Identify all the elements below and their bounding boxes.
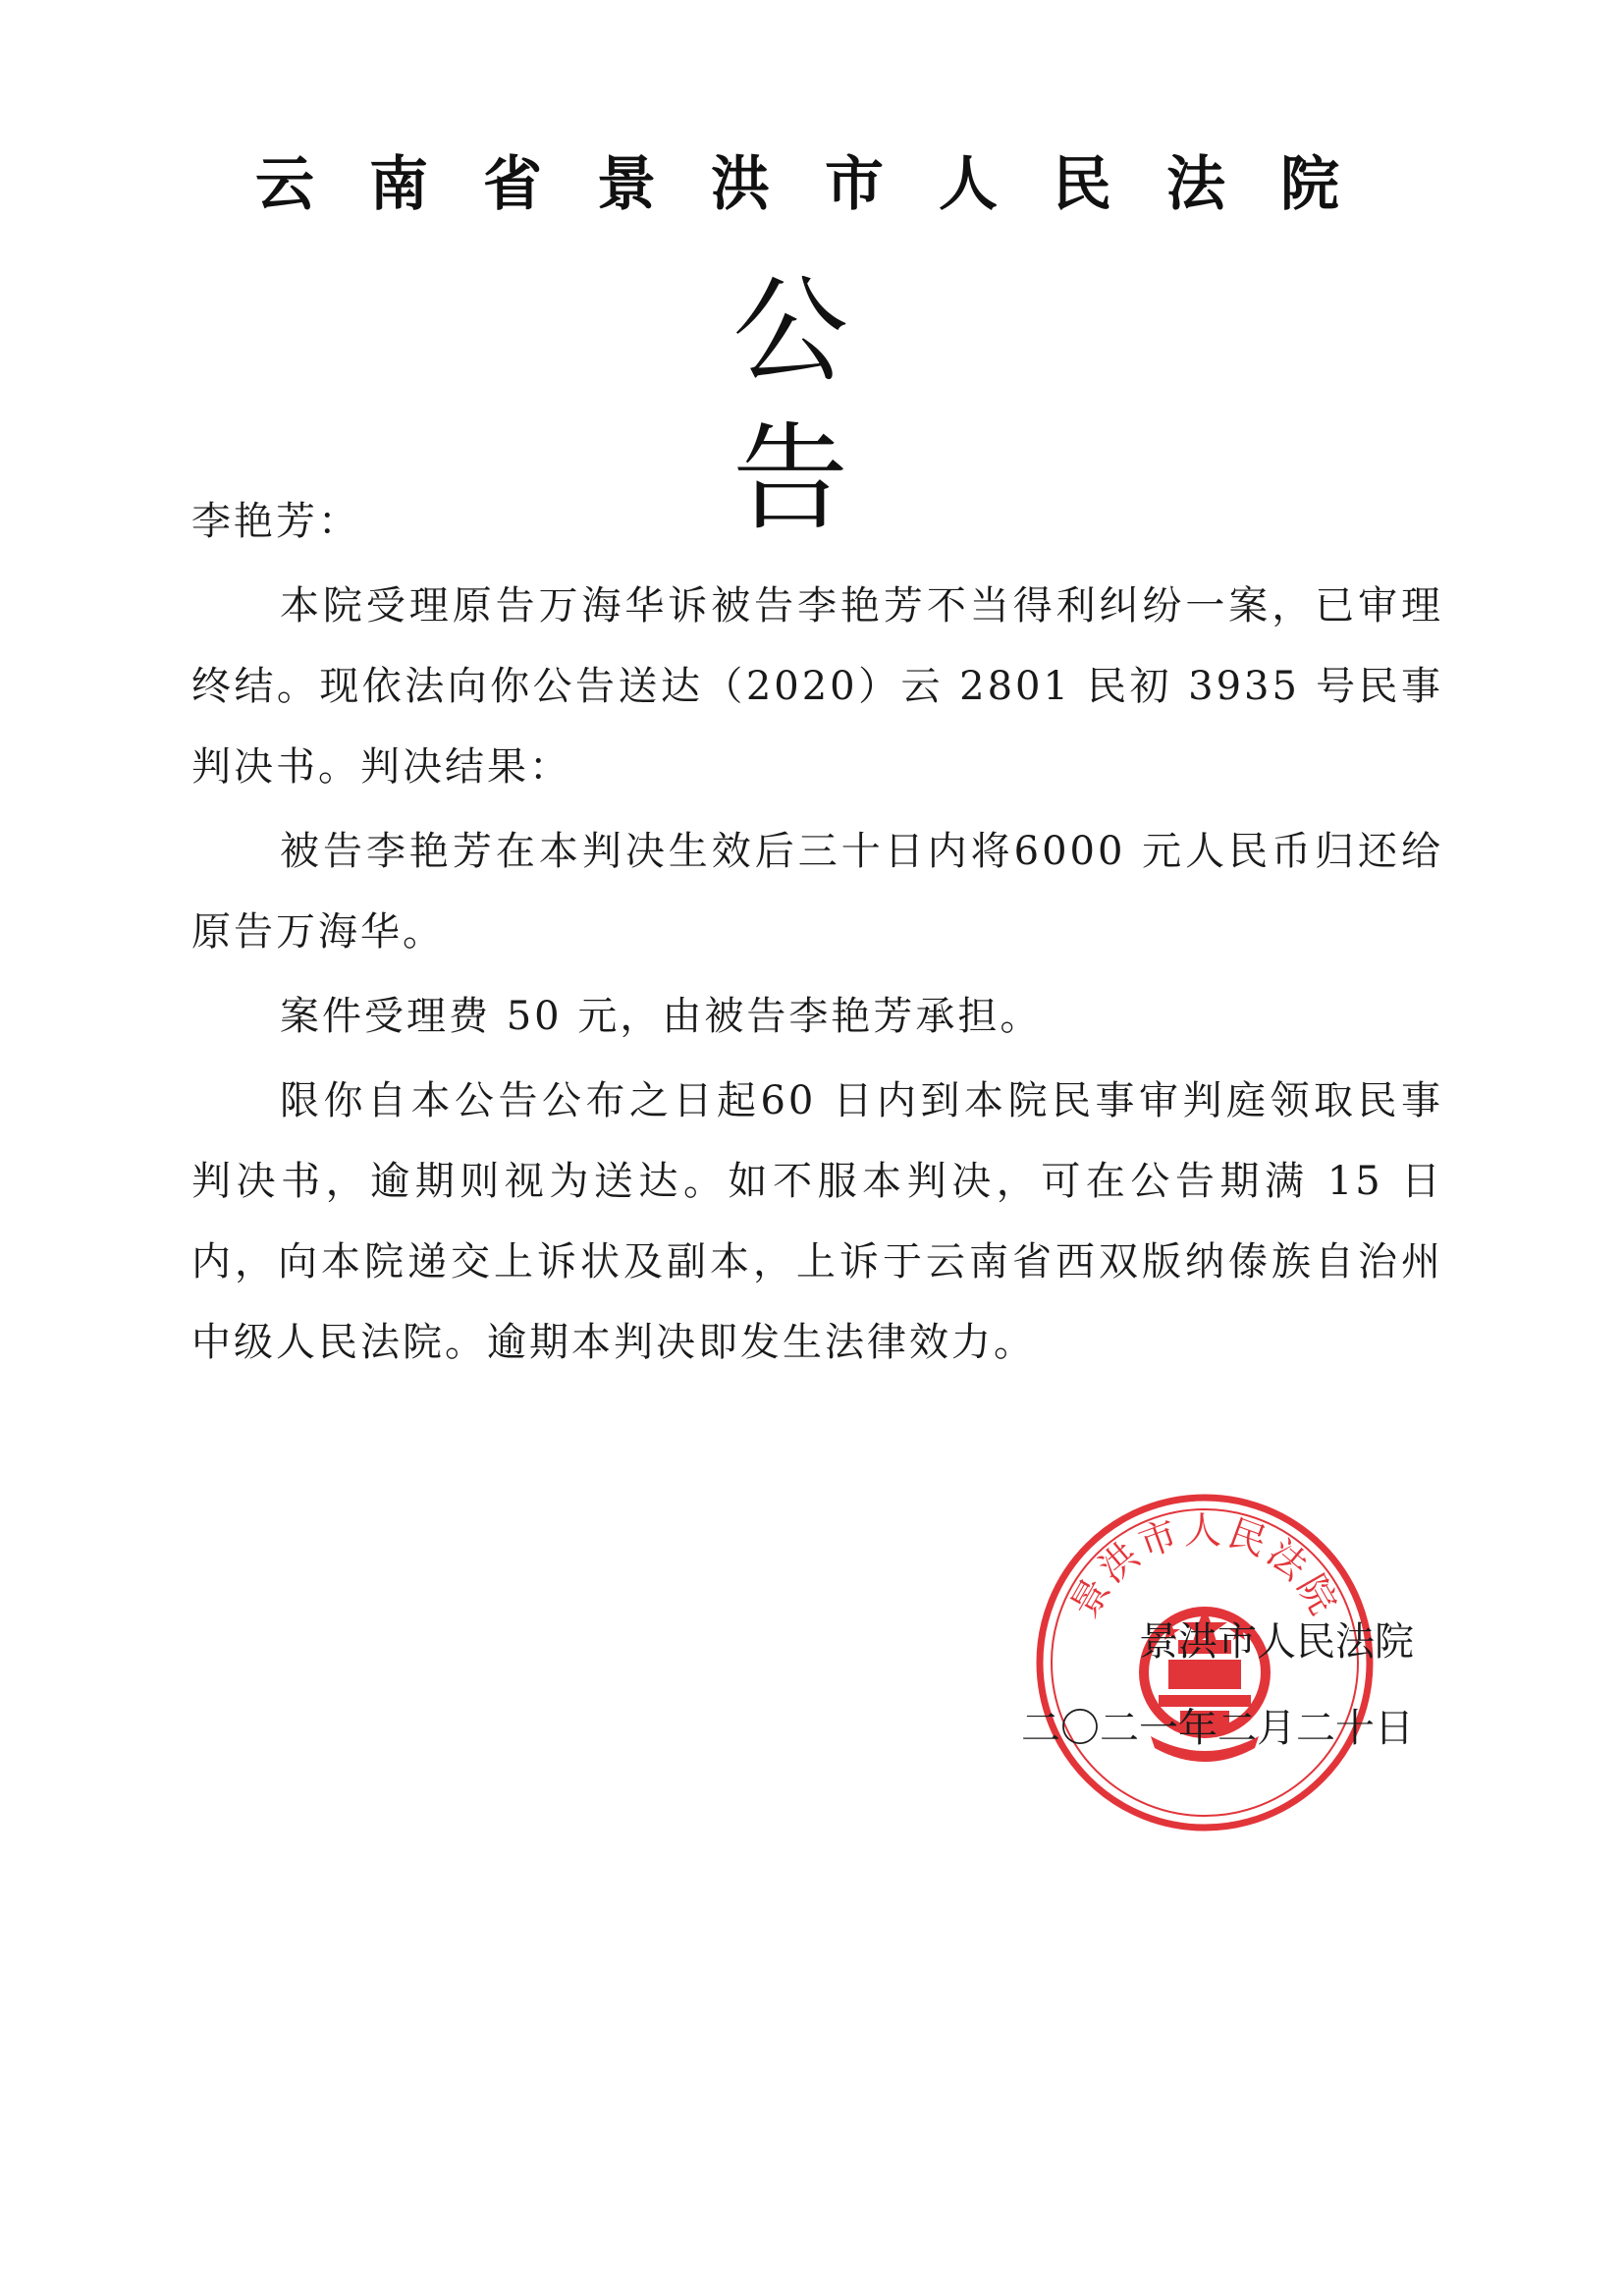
paragraph-appeal-notice: 限你自本公告公布之日起60 日内到本院民事审判庭领取民事判决书，逾期则视为送达。如不服本判决，可在公告期满 15 日内，向本院递交上诉状及副本，上诉于云南省西双版纳傣族自治州中级人民法院。逾期本判决即发生法律效力。 (191, 1078, 1443, 1365)
issuer-name: 景洪市人民法院 (1139, 1619, 1414, 1665)
salutation: 李艳芳： (191, 499, 360, 544)
paragraph-case-fee: 案件受理费 50 元，由被告李艳芳承担。 (280, 994, 1043, 1039)
notice-body (191, 481, 1443, 1387)
document-title: 公告 (731, 263, 996, 546)
seal-ring-text: 景洪市人民法院 (1062, 1508, 1347, 1625)
paragraph-case-summary: 本院受理原告万海华诉被告李艳芳不当得利纠纷一案，已审理终结。现依法向你公告送达（2020）云 2801 民初 3935 号民事判决书。判决结果： (191, 583, 1443, 790)
signature-block (943, 1599, 1414, 1772)
issue-date: 二〇二一年二月二十日 (1021, 1706, 1414, 1751)
paragraph-judgment-result: 被告李艳芳在本判决生效后三十日内将6000 元人民币归还给原告万海华。 (191, 829, 1443, 955)
court-name-heading: 云南省景洪市人民法院 (255, 150, 1394, 219)
